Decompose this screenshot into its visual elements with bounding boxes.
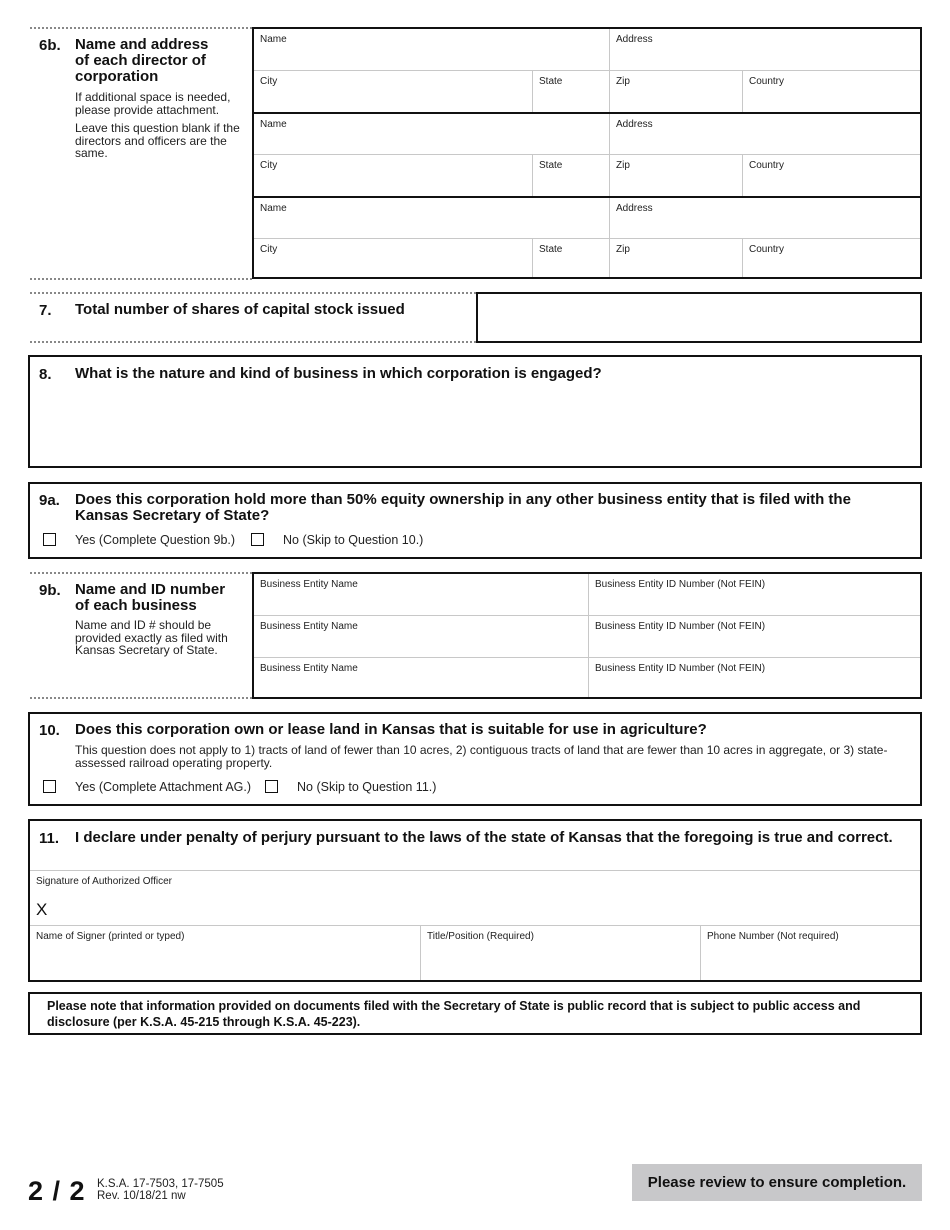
director-name-input[interactable] — [258, 217, 605, 235]
section-divider — [30, 341, 476, 343]
entity-name-field[interactable] — [254, 616, 589, 658]
director-name-field[interactable] — [254, 114, 610, 155]
field-label: Address — [616, 119, 653, 130]
section-divider — [30, 278, 252, 280]
section-divider — [30, 572, 252, 574]
question-title: What is the nature and kind of business in which corporation is engaged? — [75, 365, 602, 382]
question-note: Name and ID # should be provided exactly as filed with Kansas Secretary of State. — [75, 618, 228, 657]
yes-option-label: Yes (Complete Question 9b.) — [75, 533, 236, 547]
field-label: City — [260, 244, 278, 255]
director-address-input[interactable] — [614, 49, 916, 67]
field-label: Name — [260, 119, 287, 130]
entity-name-input[interactable] — [258, 676, 584, 694]
field-label: Signature of Authorized Officer — [36, 876, 173, 887]
question-note: This question does not apply to 1) tracts of land of fewer than 10 acres, 2) contiguous tracts of land that are fewer than 10 acres in aggregate, or 3) state-assessed railroad operating property. — [75, 743, 888, 770]
director-name-field[interactable] — [254, 198, 610, 239]
entity-id-field[interactable] — [589, 574, 920, 616]
agriculture-land-section — [28, 712, 922, 806]
field-label: City — [260, 76, 278, 87]
director-zip-field[interactable] — [610, 239, 743, 277]
director-address-field[interactable] — [610, 29, 920, 71]
signer-name-field[interactable] — [30, 926, 421, 980]
question-title: Does this corporation hold more than 50% equity ownership in any other business entity that is filed with the Kansas Secretary of State? — [75, 491, 851, 524]
statute-reference — [97, 1178, 224, 1202]
director-zip-input[interactable] — [614, 175, 738, 193]
field-label: Zip — [616, 160, 630, 171]
directors-table — [252, 27, 922, 279]
question-number: 7. — [39, 302, 52, 319]
entity-id-input[interactable] — [593, 594, 916, 612]
yes-checkbox[interactable] — [43, 780, 56, 793]
director-address-field[interactable] — [610, 198, 920, 239]
entity-id-field[interactable] — [589, 616, 920, 658]
field-label: State — [539, 244, 563, 255]
question-title: I declare under penalty of perjury pursuant to the laws of the state of Kansas that the foregoing is true and correct. — [75, 829, 893, 846]
director-name-input[interactable] — [258, 49, 605, 67]
director-state-input[interactable] — [537, 256, 605, 274]
entity-name-input[interactable] — [258, 636, 584, 654]
question-note: If additional space is needed, please provide attachment. — [75, 90, 231, 117]
statute-text: K.S.A. 17-7503, 17-7505 — [97, 1178, 224, 1190]
field-label: Business Entity Name — [260, 663, 358, 674]
entity-id-input[interactable] — [593, 676, 916, 694]
director-zip-input[interactable] — [614, 256, 738, 274]
director-state-field[interactable] — [533, 71, 610, 112]
director-address-input[interactable] — [614, 133, 916, 151]
public-record-notice — [28, 992, 922, 1035]
director-zip-input[interactable] — [614, 91, 738, 109]
field-label: Business Entity Name — [260, 579, 358, 590]
review-completion-button[interactable]: Please review to ensure completion. — [632, 1164, 922, 1201]
question-number: 9a. — [39, 492, 60, 509]
title-line: of each business — [75, 597, 197, 614]
entity-id-input[interactable] — [593, 636, 916, 654]
director-zip-field[interactable] — [610, 71, 743, 112]
question-note: Leave this question blank if the directors and officers are the same. — [75, 121, 240, 160]
question-number: 10. — [39, 722, 60, 739]
field-label: State — [539, 160, 563, 171]
question-number: 9b. — [39, 582, 61, 599]
question-title — [75, 582, 225, 614]
no-option-label: No (Skip to Question 11.) — [297, 780, 437, 794]
field-label: Address — [616, 203, 653, 214]
title-position-input[interactable] — [425, 959, 696, 977]
declaration-section — [28, 819, 922, 982]
director-country-input[interactable] — [747, 175, 916, 193]
signature-field[interactable] — [30, 870, 920, 926]
director-country-input[interactable] — [747, 91, 916, 109]
section-divider — [30, 697, 252, 699]
yes-checkbox[interactable] — [43, 533, 56, 546]
director-city-field[interactable] — [254, 71, 533, 112]
director-city-input[interactable] — [258, 175, 528, 193]
notice-text: Please note that information provided on documents filed with the Secretary of State is public record that is subject to public access and disclosure (per K.S.A. 45-215 through K.S.A. 45-223). — [47, 999, 861, 1029]
field-label: City — [260, 160, 278, 171]
field-label: Business Entity ID Number (Not FEIN) — [595, 663, 766, 674]
page-number: 2 / 2 — [28, 1176, 86, 1206]
phone-number-field[interactable] — [701, 926, 920, 980]
director-zip-field[interactable] — [610, 155, 743, 196]
signer-name-input[interactable] — [34, 959, 416, 977]
question-number: 6b. — [39, 37, 61, 54]
field-label: Zip — [616, 76, 630, 87]
title-line: Name and ID number — [75, 581, 226, 598]
director-state-field[interactable] — [533, 155, 610, 196]
title-line: corporation — [75, 68, 159, 85]
shares-input[interactable] — [486, 308, 912, 328]
field-label: Name — [260, 203, 287, 214]
field-label: Title/Position (Required) — [427, 931, 534, 942]
revision-text: Rev. 10/18/21 nw — [97, 1190, 186, 1202]
business-nature-textarea[interactable] — [75, 389, 910, 461]
director-country-field[interactable] — [743, 71, 920, 112]
equity-ownership-section — [28, 482, 922, 559]
yes-option-label: Yes (Complete Attachment AG.) — [75, 780, 252, 794]
field-label: Country — [749, 244, 785, 255]
business-nature-section — [28, 355, 922, 468]
director-address-input[interactable] — [614, 217, 916, 235]
title-line: Name and address — [75, 36, 209, 53]
field-label: Business Entity ID Number (Not FEIN) — [595, 579, 766, 590]
field-label: Zip — [616, 244, 630, 255]
no-checkbox[interactable] — [265, 780, 278, 793]
field-label: Phone Number (Not required) — [707, 931, 839, 942]
question-title — [75, 37, 208, 85]
field-label: Country — [749, 76, 785, 87]
section-divider — [30, 292, 476, 294]
field-label: Address — [616, 34, 653, 45]
title-position-field[interactable] — [421, 926, 701, 980]
entity-name-field[interactable] — [254, 658, 589, 697]
question-number: 11. — [39, 830, 60, 847]
director-state-input[interactable] — [537, 175, 605, 193]
business-entities-table — [252, 572, 922, 699]
director-city-field[interactable] — [254, 155, 533, 196]
title-line: of each director of — [75, 52, 206, 69]
director-city-input[interactable] — [258, 256, 528, 274]
question-title: Does this corporation own or lease land in Kansas that is suitable for use in agriculture? — [75, 721, 707, 738]
entity-name-input[interactable] — [258, 594, 584, 612]
no-option-label: No (Skip to Question 10.) — [283, 533, 424, 547]
question-number: 8. — [39, 366, 52, 383]
section-divider — [30, 27, 252, 29]
no-checkbox[interactable] — [251, 533, 264, 546]
director-country-field[interactable] — [743, 155, 920, 196]
director-name-field[interactable] — [254, 29, 610, 71]
director-country-field[interactable] — [743, 239, 920, 277]
signature-mark: X — [36, 900, 48, 919]
director-name-input[interactable] — [258, 133, 605, 151]
director-address-field[interactable] — [610, 114, 920, 155]
entity-name-field[interactable] — [254, 574, 589, 616]
field-label: Business Entity Name — [260, 621, 358, 632]
director-city-field[interactable] — [254, 239, 533, 277]
entity-id-field[interactable] — [589, 658, 920, 697]
field-label: Name — [260, 34, 287, 45]
field-label: Name of Signer (printed or typed) — [36, 931, 185, 942]
shares-field[interactable] — [476, 292, 922, 343]
director-city-input[interactable] — [258, 91, 528, 109]
field-label: Country — [749, 160, 785, 171]
director-state-field[interactable] — [533, 239, 610, 277]
director-state-input[interactable] — [537, 91, 605, 109]
question-title: Total number of shares of capital stock issued — [75, 301, 405, 318]
field-label: Business Entity ID Number (Not FEIN) — [595, 621, 766, 632]
phone-number-input[interactable] — [705, 959, 916, 977]
field-label: State — [539, 76, 563, 87]
signature-input[interactable] — [56, 904, 916, 922]
director-country-input[interactable] — [747, 256, 916, 274]
